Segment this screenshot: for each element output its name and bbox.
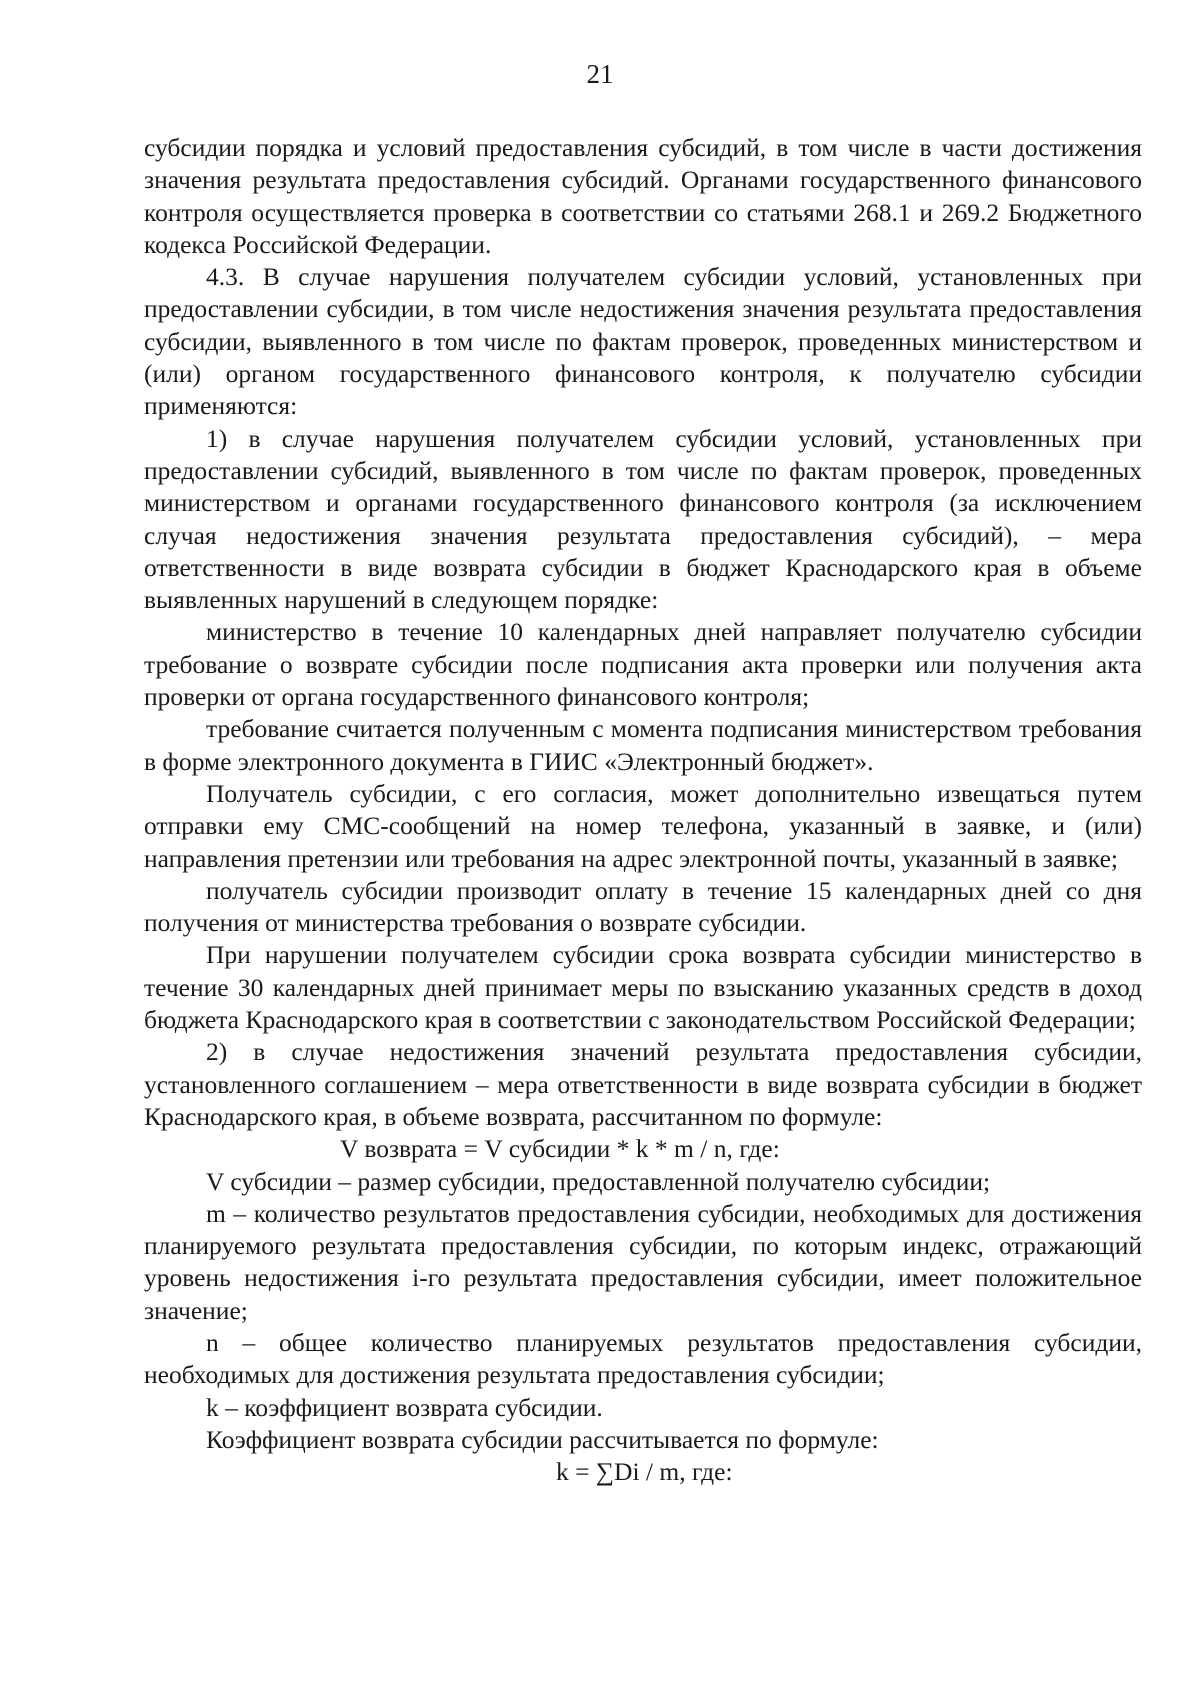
page-number: 21 (586, 59, 614, 89)
paragraph-coefficient-intro: Коэффициент возврата субсидии рассчитывается по формуле: (206, 1424, 879, 1454)
definition-n: n – общее количество планируемых результатов предоставления субсидии, необходимых для достижения результата предоставления субсидии; (144, 1327, 1142, 1390)
paragraph-continuation: субсидии порядка и условий предоставления субсидий, в том числе в части достижения значения результата предоставления субсидий. Органами государственного финансового контроля осуществляется проверка в соответствии со статьями 268.1 и 269.2 Бюджетного кодекса Российской Федерации. (144, 133, 1142, 259)
paragraph-requirement-received: требование считается полученным с момента подписания министерством требования в форме электронного документа в ГИИС «Электронный бюджет». (144, 714, 1142, 776)
paragraph-payment-term: получатель субсидии производит оплату в течение 15 календарных дней со дня получения от министерства требования о возврате субсидии. (144, 875, 1142, 938)
definition-v-subsidy: V субсидии – размер субсидии, предоставленной получателю субсидии; (206, 1166, 991, 1196)
definition-k: k – коэффициент возврата субсидии. (206, 1392, 603, 1422)
paragraph-item-2: 2) в случае недостижения значений результата предоставления субсидии, установленного соглашением – мера ответственности в виде возврата субсидии в бюджет Краснодарского края, в объеме возврата, рассчитанном по формуле: (144, 1037, 1142, 1131)
paragraph-recovery-measures: При нарушении получателем субсидии срока возврата субсидии министерство в течение 30 календарных дней принимает меры по взысканию указанных средств в доход бюджета Краснодарского края в соответствии с законодательством Российской Федерации; (144, 940, 1142, 1035)
document-body (144, 132, 1142, 1488)
paragraph-ministry-notice: министерство в течение 10 календарных дней направляет получателю субсидии требование о возврате субсидии после подписания акта проверки или получения акта проверки от органа государственного финансового контроля; (144, 617, 1142, 712)
paragraph-item-1: 1) в случае нарушения получателем субсидии условий, установленных при предоставлении субсидий, выявленного в том числе по фактам проверок, проведенных министерством и органами государственного финансового контроля (за исключением случая недостижения значения результата предоставления субсидий), – мера ответственности в виде возврата субсидии в бюджет Краснодарского края в объеме выявленных нарушений в следующем порядке: (144, 423, 1142, 615)
paragraph-4-3: 4.3. В случае нарушения получателем субсидии условий, установленных при предоставлении субсидии, в том числе недостижения значения результата предоставления субсидии, выявленного в том числе по фактам проверок, проведенных министерством и (или) органом государственного финансового контроля, к получателю субсидии применяются: (144, 262, 1142, 421)
definition-m: m – количество результатов предоставления субсидии, необходимых для достижения планируемого результата предоставления субсидии, по которым индекс, отражающий уровень недостижения i-го результата предоставления субсидии, имеет положительное значение; (144, 1198, 1142, 1325)
formula-return-volume: V возврата = V субсидии * k * m / n, где: (340, 1134, 780, 1164)
paragraph-recipient-notification: Получатель субсидии, с его согласия, может дополнительно извещаться путем отправки ему СМС-сообщений на номер телефона, указанный в заявке, и (или) направления претензии или требования на адрес электронной почты, указанный в заявке; (144, 778, 1142, 873)
formula-coefficient: k = ∑Di / m, где: (556, 1457, 733, 1487)
